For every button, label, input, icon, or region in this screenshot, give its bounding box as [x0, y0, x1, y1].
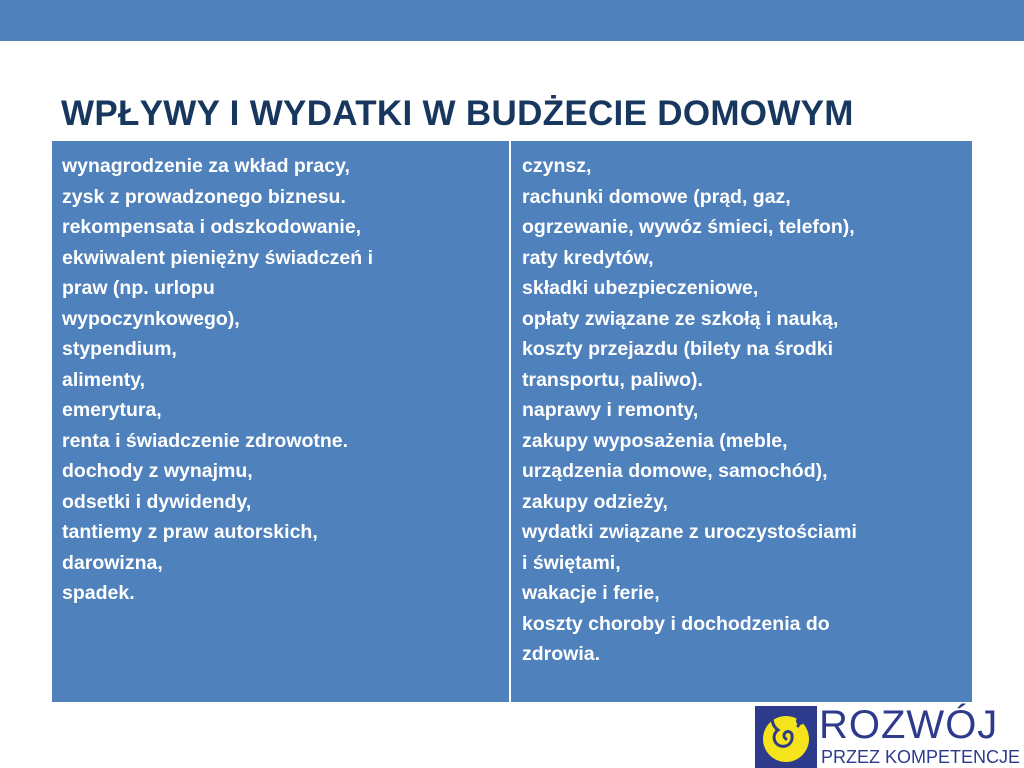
expense-item: zakupy odzieży,: [522, 490, 668, 513]
rozwoj-logo: [755, 703, 1024, 768]
income-item: praw (np. urlopu: [62, 277, 215, 299]
income-item: tantiemy z praw autorskich,: [62, 521, 318, 543]
income-item: ekwiwalent pieniężny świadczeń i: [62, 246, 374, 269]
logo-subtitle: PRZEZ KOMPETENCJE: [821, 747, 1021, 767]
expense-item: naprawy i remonty,: [522, 399, 699, 421]
expense-item: czynsz,: [522, 155, 592, 177]
income-item: odsetki i dywidendy,: [62, 490, 252, 513]
income-item: wynagrodzenie za wkład pracy,: [62, 155, 350, 177]
income-column: [52, 141, 511, 702]
expense-item: raty kredytów,: [522, 246, 654, 269]
slide-title: WPŁYWY I WYDATKI W BUDŻECIE DOMOWYM: [61, 94, 854, 133]
expense-item: wakacje i ferie,: [522, 582, 660, 604]
income-item: alimenty,: [62, 368, 146, 391]
expense-item: koszty choroby i dochodzenia do: [522, 612, 830, 635]
income-item: emerytura,: [62, 399, 162, 421]
income-item: wypoczynkowego),: [62, 307, 240, 330]
expense-item: wydatki związane z uroczystościami: [522, 521, 857, 543]
income-item: stypendium,: [62, 338, 177, 360]
logo-wordmark: ROZWÓJ: [819, 703, 999, 747]
income-item: zysk z prowadzonego biznesu.: [62, 185, 346, 208]
expense-item: urządzenia domowe, samochód),: [522, 460, 828, 482]
expense-item: koszty przejazdu (bilety na środki: [522, 338, 833, 360]
expense-item: zdrowia.: [522, 643, 601, 665]
income-item: dochody z wynajmu,: [62, 460, 253, 482]
income-expense-table: [52, 141, 972, 702]
expense-item: ogrzewanie, wywóz śmieci, telefon),: [522, 216, 855, 238]
expense-item: transportu, paliwo).: [522, 368, 703, 391]
income-item: rekompensata i odszkodowanie,: [62, 216, 362, 238]
expense-item: i świętami,: [522, 551, 621, 574]
expense-column: [511, 141, 972, 702]
income-item: renta i świadczenie zdrowotne.: [62, 429, 349, 452]
expense-item: składki ubezpieczeniowe,: [522, 277, 759, 299]
income-item: spadek.: [62, 582, 135, 604]
top-accent-bar: [0, 0, 1024, 41]
expense-item: opłaty związane ze szkołą i nauką,: [522, 307, 839, 330]
income-item: darowizna,: [62, 551, 163, 574]
spiral-logo-icon: [755, 706, 817, 768]
expense-item: rachunki domowe (prąd, gaz,: [522, 185, 791, 208]
expense-item: zakupy wyposażenia (meble,: [522, 429, 788, 452]
